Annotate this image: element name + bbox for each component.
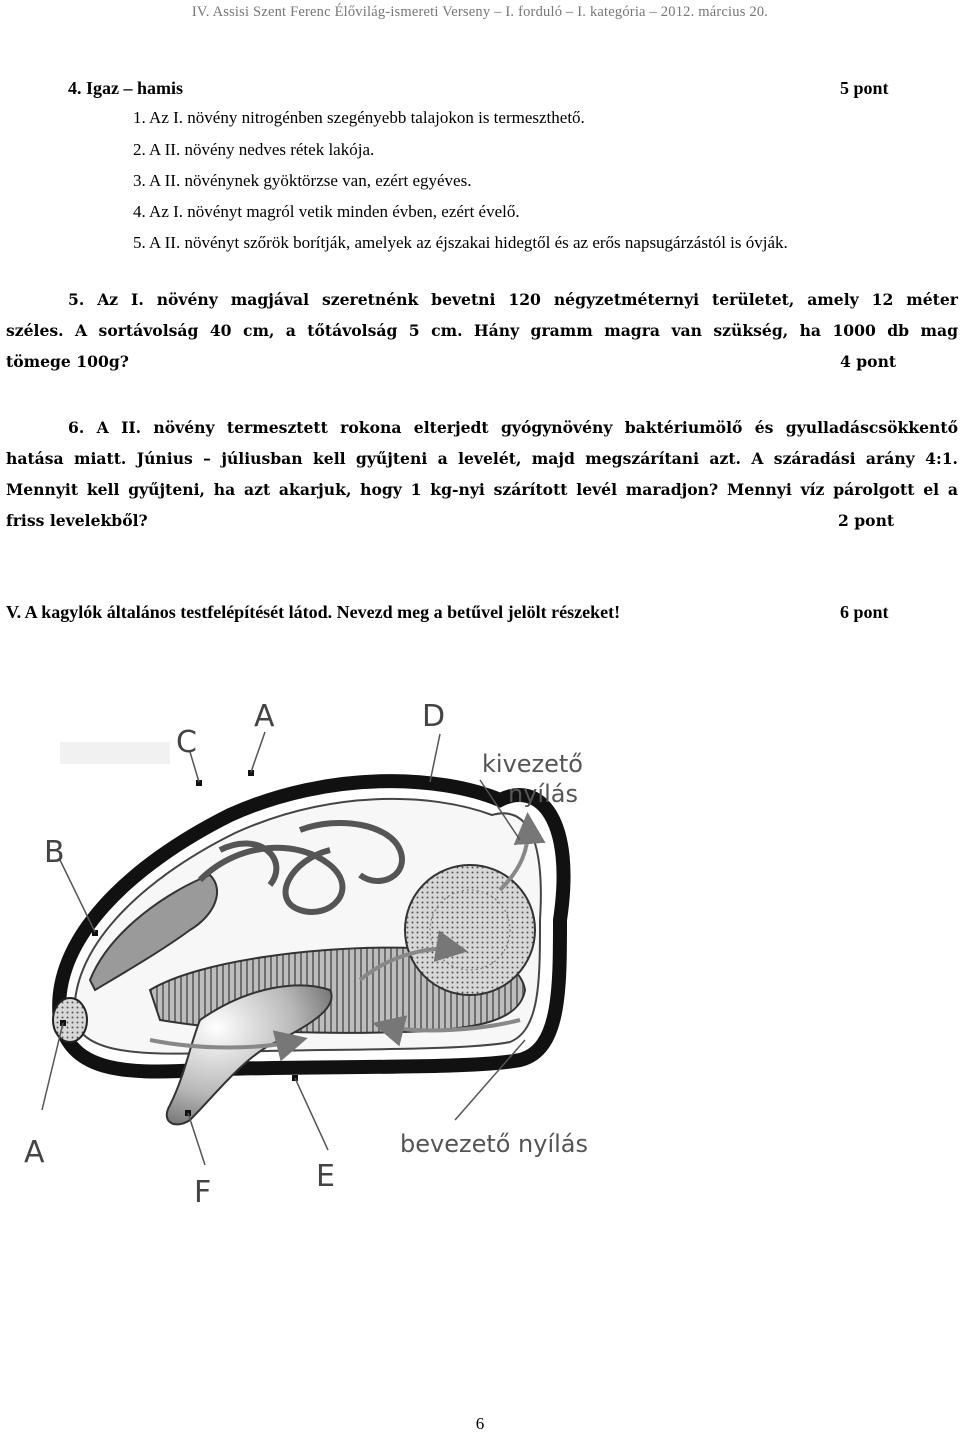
adductor-muscle <box>53 998 87 1042</box>
section-5-points: 6 pont <box>840 602 889 622</box>
statement-2: 2. A II. növény nedves rétek lakója. <box>133 140 375 159</box>
question-4-title: 4. Igaz – hamis <box>68 78 184 98</box>
label-f: F <box>194 1175 212 1210</box>
label-b: B <box>44 835 65 870</box>
question-6-line-3: Mennyit kell gyűjteni, ha azt akarjuk, hogy 1 kg-nyi szárított levél maradjon? Mennyi víz párolgott el a <box>6 480 958 499</box>
question-4-points: 5 pont <box>840 78 889 98</box>
label-a-top: A <box>254 699 275 734</box>
page-number: 6 <box>475 1414 485 1433</box>
statement-1: 1. Az I. növény nitrogénben szegényebb talajokon is termeszthető. <box>133 108 585 127</box>
section-5-title: V. A kagylók általános testfelépítését látod. Nevezd meg a betűvel jelölt részeket! <box>6 602 621 622</box>
question-5-line-1: 5. Az I. növény magjával szeretnénk bevetni 120 négyzetméternyi területet, amely 12 méter <box>68 290 958 309</box>
label-e: E <box>316 1159 335 1194</box>
mussel-anatomy-diagram <box>0 690 960 1210</box>
page-header: IV. Assisi Szent Ferenc Élővilág-ismereti Verseny – I. forduló – I. kategória – 2012. március 20. <box>191 4 769 20</box>
question-6-points: 2 pont <box>838 511 895 530</box>
faded-background-band <box>60 742 170 764</box>
label-a-bottom: A <box>24 1135 45 1170</box>
statement-4: 4. Az I. növényt magról vetik minden évben, ezért évelő. <box>133 202 520 221</box>
label-c: C <box>176 725 197 760</box>
question-6-line-4: friss levelekből? <box>6 511 148 530</box>
outlet-label-line-1: kivezető <box>482 750 583 778</box>
statement-3: 3. A II. növénynek gyöktörzse van, ezért egyéves. <box>133 171 472 190</box>
label-d: D <box>422 699 446 734</box>
question-5-line-2: széles. A sortávolság 40 cm, a tőtávolság 5 cm. Hány gramm magra van szükség, ha 1000 db mag <box>6 321 958 340</box>
question-6-line-2: hatása miatt. Június – júliusban kell gyűjteni a levelét, majd megszárítani azt. A száradási arány 4:1. <box>6 449 958 468</box>
outlet-label-line-2: nyílás <box>508 780 578 808</box>
inlet-label: bevezető nyílás <box>400 1130 589 1158</box>
gonad <box>405 865 535 995</box>
question-5-line-3: tömege 100g? <box>6 352 129 371</box>
question-6-line-1: 6. A II. növény termesztett rokona elterjedt gyógynövény baktériumölő és gyulladáscsökkentő <box>68 418 958 437</box>
statement-5: 5. A II. növényt szőrök borítják, amelyek az éjszakai hidegtől és az erős napsugárzástól is óvják. <box>133 233 788 252</box>
question-5-points: 4 pont <box>840 352 897 371</box>
